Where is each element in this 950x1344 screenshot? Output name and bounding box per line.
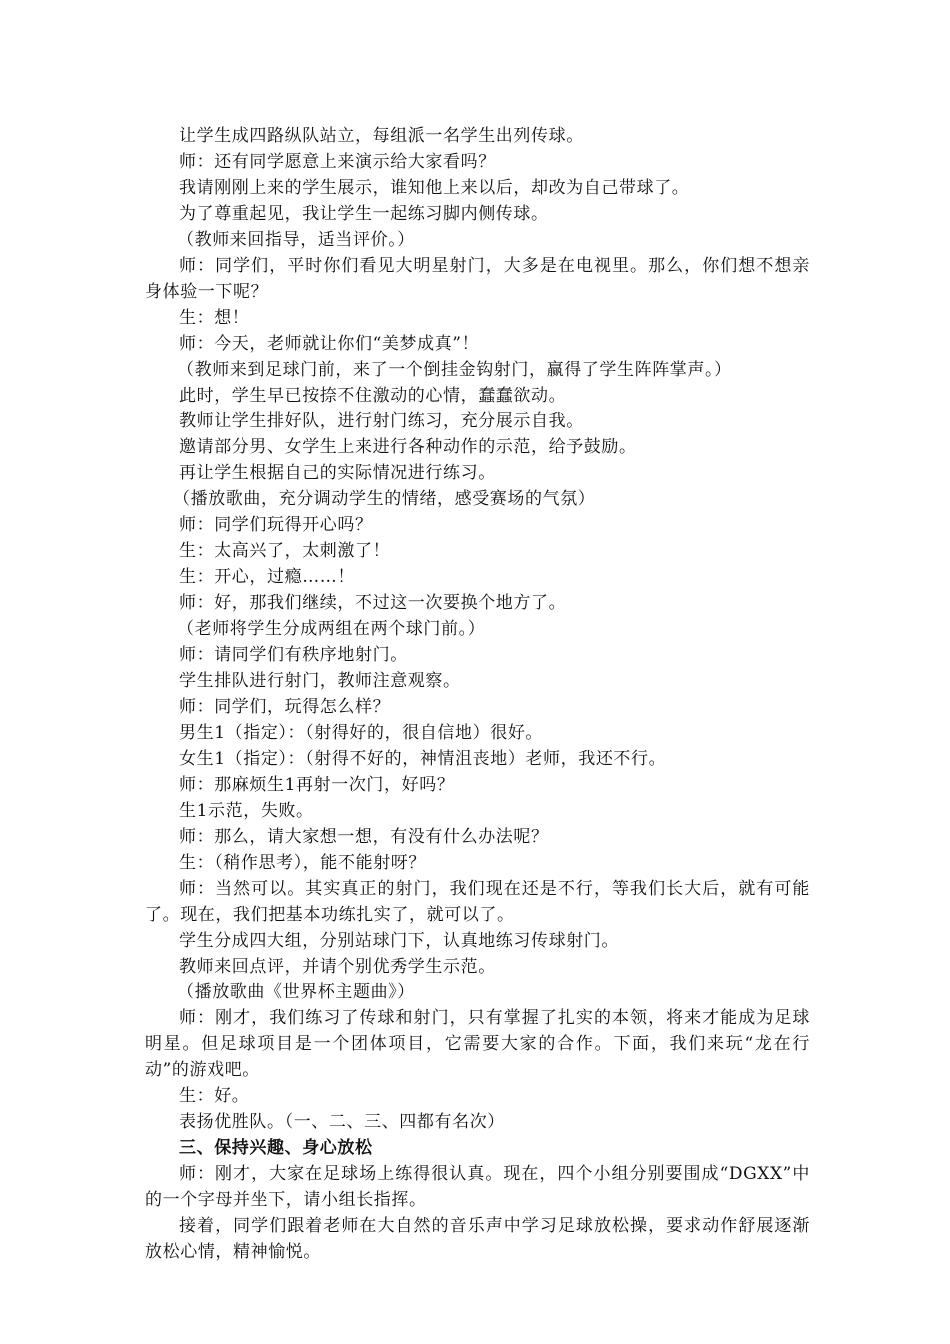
paragraph: （播放歌曲《世界杯主题曲》） [177,982,415,1003]
paragraph: 此时，学生早已按捺不住激动的心情，蠢蠢欲动。 [179,385,567,406]
paragraph: 生：想！ [179,307,250,328]
paragraph: 学生排队进行射门，教师注意观察。 [179,671,461,692]
paragraph: 生1示范，失败。 [179,800,314,821]
paragraph: 女生1（指定）：（射得不好的，神情沮丧地）老师，我还不行。 [179,748,667,769]
paragraph: 师：好，那我们继续，不过这一次要换个地方了。 [179,593,567,614]
paragraph: （教师来回指导，适当评价。） [177,229,415,250]
paragraph: 男生1（指定）：（射得好的，很自信地）很好。 [179,722,544,743]
paragraph: 教师来回点评，并请个别优秀学生示范。 [179,956,496,977]
paragraph: 为了尊重起见，我让学生一起练习脚内侧传球。 [179,203,549,224]
paragraph: 师：同学们，玩得怎么样？ [179,696,391,717]
paragraph: （教师来到足球门前，来了一个倒挂金钩射门，赢得了学生阵阵掌声。） [177,359,732,380]
paragraph: 生：太高兴了，太刺激了！ [179,541,391,562]
paragraph: 生：（稍作思考），能不能射呀？ [179,852,426,873]
paragraph: 师：请同学们有秩序地射门。 [179,645,408,666]
paragraph: 邀请部分男、女学生上来进行各种动作的示范，给予鼓励。 [179,437,637,458]
paragraph: （播放歌曲，充分调动学生的情绪，感受赛场的气氛） [173,489,596,510]
paragraph: 师：同学们，平时你们看见大明星射门，大多是在电视里。那么，你们想不想亲身体验一下呢？ [145,255,810,302]
paragraph: 师：今天，老师就让你们“美梦成真”！ [179,333,480,354]
paragraph: 接着，同学们跟着老师在大自然的音乐声中学习足球放松操，要求动作舒展逐渐放松心情，精神愉悦。 [145,1216,810,1262]
paragraph: 我请刚刚上来的学生展示，谁知他上来以后，却改为自己带球了。 [179,177,690,198]
document-page [145,124,810,1266]
paragraph: 教师让学生排好队，进行射门练习，充分展示自我。 [179,411,584,432]
paragraph: 让学生成四路纵队站立，每组派一名学生出列传球。 [179,126,584,146]
paragraph: 师：那么，请大家想一想，有没有什么办法呢？ [179,826,549,847]
paragraph: 师：当然可以。其实真正的射门，我们现在还是不行，等我们长大后，就有可能了。现在，我们把基本功练扎实了，就可以了。 [145,878,810,925]
paragraph: 生：好。 [179,1086,250,1107]
section-heading: 三、保持兴趣、身心放松 [179,1138,373,1159]
paragraph: 师：还有同学愿意上来演示给大家看吗？ [179,151,496,172]
paragraph: （老师将学生分成两组在两个球门前。） [177,619,486,640]
paragraph: 师：那麻烦生1再射一次门，好吗？ [179,774,455,795]
paragraph: 师：刚才，我们练习了传球和射门，只有掌握了扎实的本领，将来才能成为足球明星。但足球项目是一个团体项目，它需要大家的合作。下面，我们来玩“龙在行动”的游戏吧。 [145,1008,810,1081]
paragraph: 师：同学们玩得开心吗？ [179,515,373,536]
paragraph: 表扬优胜队。（一、二、三、四都有名次） [179,1112,505,1133]
paragraph: 生：开心，过瘾……！ [179,567,355,588]
paragraph: 再让学生根据自己的实际情况进行练习。 [179,463,496,484]
paragraph: 学生分成四大组，分别站球门下，认真地练习传球射门。 [179,930,619,951]
paragraph: 师：刚才，大家在足球场上练得很认真。现在，四个小组分别要围成“DGXX”中的一个字母并坐下，请小组长指挥。 [145,1164,810,1211]
